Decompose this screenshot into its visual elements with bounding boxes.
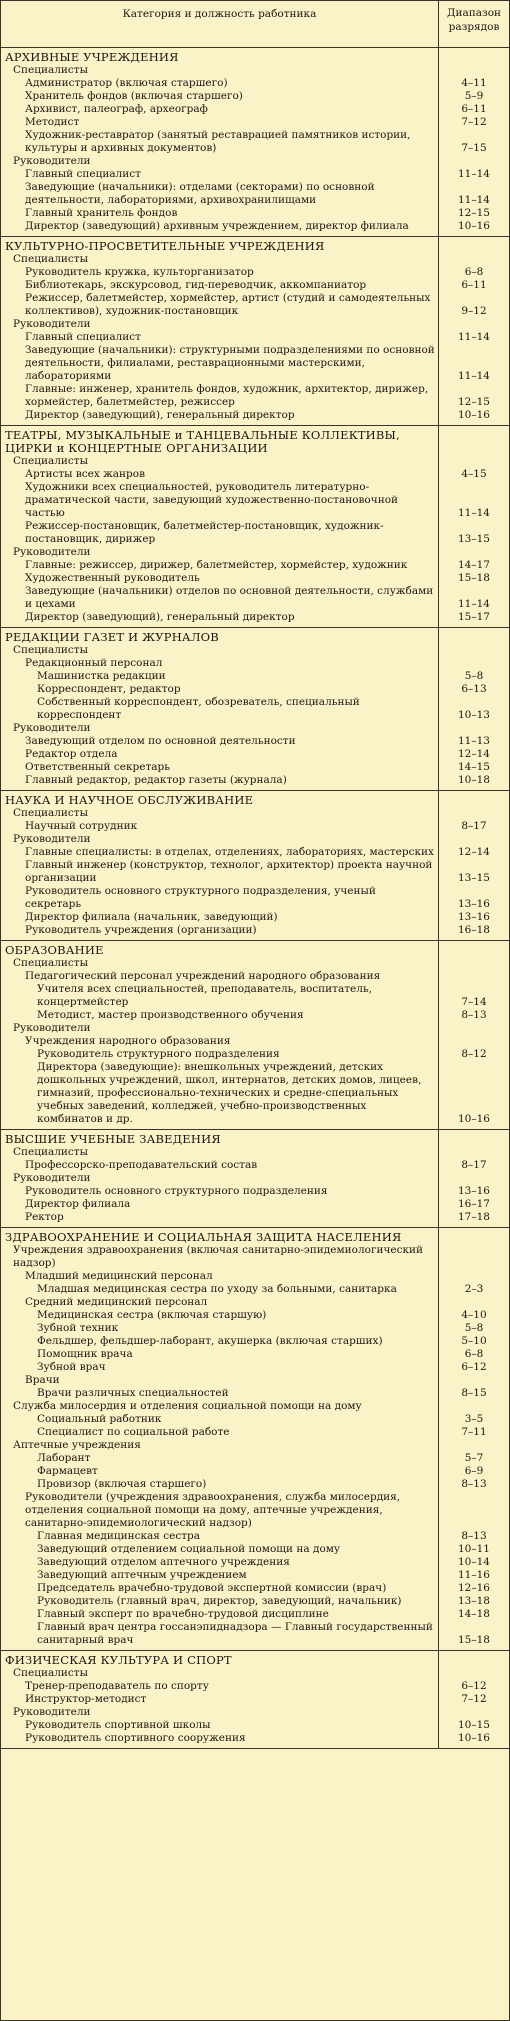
position-name: Главный хранитель фондов [25, 207, 178, 219]
grade-range: 11–14 [458, 331, 490, 343]
table-row [1, 1680, 509, 1693]
position-name: Руководители [13, 318, 91, 330]
table-row [1, 1621, 509, 1647]
grade-range: 7–15 [461, 142, 487, 154]
position-name: Аптечные учреждения [13, 1439, 141, 1451]
section-title: ФИЗИЧЕСКАЯ КУЛЬТУРА И СПОРТ [5, 1653, 232, 1667]
position-name: Помощник врача [37, 1348, 133, 1360]
table-row [1, 1159, 509, 1172]
table-row [1, 220, 509, 233]
position-name: Заведующие (начальники): отделами (секторами) по основной деятельности, лабораториями, архивохранилищами [25, 181, 375, 206]
section-title-row [1, 1654, 509, 1667]
table-section [1, 48, 509, 237]
position-name: Фармацевт [37, 1465, 98, 1477]
grade-range: 9–12 [461, 305, 487, 317]
grade-range: 13–16 [458, 911, 490, 923]
position-name: Специалисты [13, 455, 88, 467]
table-row [1, 1706, 509, 1719]
position-name: Руководители [13, 1172, 91, 1184]
position-name: Руководитель спортивного сооружения [25, 1732, 246, 1744]
table-row [1, 116, 509, 129]
table-row [1, 1491, 509, 1530]
table-row [1, 1348, 509, 1361]
position-name: Редакционный персонал [25, 657, 163, 669]
position-name: Специалисты [13, 253, 88, 265]
table-row [1, 253, 509, 266]
table-row [1, 657, 509, 670]
table-row [1, 644, 509, 657]
table-row [1, 129, 509, 155]
table-row [1, 64, 509, 77]
table-row [1, 735, 509, 748]
table-row [1, 924, 509, 937]
table-row [1, 1452, 509, 1465]
section-title: ОБРАЗОВАНИЕ [5, 943, 104, 957]
grade-range: 10–18 [458, 774, 490, 786]
grade-range: 6–8 [464, 266, 484, 278]
position-name: Директор (заведующий), генеральный директор [25, 611, 295, 623]
grade-range: 5–8 [464, 670, 484, 682]
table-row [1, 1322, 509, 1335]
grade-range: 14–18 [458, 1608, 490, 1620]
position-name: Медицинская сестра (включая старшую) [37, 1309, 267, 1321]
position-name: Режиссер-постановщик, балетмейстер-постановщик, художник-постановщик, дирижер [25, 520, 384, 545]
grade-range: 13–18 [458, 1595, 490, 1607]
grade-range: 13–15 [458, 872, 490, 884]
position-name: Главный специалист [25, 331, 141, 343]
grade-range: 5–10 [461, 1335, 487, 1347]
table-row [1, 611, 509, 624]
grade-range: 7–12 [461, 116, 487, 128]
grade-range: 14–15 [458, 761, 490, 773]
position-name: Специалисты [13, 1667, 88, 1679]
table-row [1, 1478, 509, 1491]
grade-range: 12–16 [458, 1582, 490, 1594]
position-name: Заведующий отделом аптечного учреждения [37, 1556, 290, 1568]
table-row [1, 957, 509, 970]
position-name: Руководители [13, 155, 91, 167]
position-name: Администратор (включая старшего) [25, 77, 228, 89]
grade-range: 8–15 [461, 1387, 487, 1399]
position-name: Педагогический персонал учреждений народного образования [25, 970, 381, 982]
category-column-header: Категория и должность работника [1, 1, 439, 47]
table-row [1, 1693, 509, 1706]
position-name: Специалисты [13, 807, 88, 819]
section-title: РЕДАКЦИИ ГАЗЕТ И ЖУРНАЛОВ [5, 630, 219, 644]
table-row [1, 1309, 509, 1322]
position-name: Заведующие (начальники): структурными подразделениями по основной деятельности, филиалами, реставрационными мастерскими, лабораториями [25, 344, 435, 382]
table-row [1, 748, 509, 761]
table-row [1, 181, 509, 207]
range-header-line1: Диапазон [446, 7, 502, 19]
table-row [1, 774, 509, 787]
section-title-row [1, 1231, 509, 1244]
position-name: Специалист по социальной работе [37, 1426, 230, 1438]
position-name: Руководитель структурного подразделения [37, 1048, 280, 1060]
position-name: Руководители [13, 722, 91, 734]
table-row [1, 807, 509, 820]
grade-range: 11–16 [458, 1569, 490, 1581]
table-row [1, 1582, 509, 1595]
position-name: Учителя всех специальностей, преподаватель, воспитатель, концертмейстер [37, 983, 372, 1008]
position-name: Руководители (учреждения здравоохранения, служба милосердия, отделения социальной помощи на дому, аптечные учреждения, санитарно-эпидемиологический надзор) [25, 1491, 401, 1529]
table-row [1, 559, 509, 572]
position-name: Главный врач центра госсанэпиднадзора — Главный государственный санитарный врач [37, 1621, 433, 1646]
table-row [1, 455, 509, 468]
table-row [1, 833, 509, 846]
position-name: Фельдшер, фельдшер-лаборант, акушерка (включая старших) [37, 1335, 383, 1347]
position-name: Руководители [13, 546, 91, 558]
position-name: Провизор (включая старшего) [37, 1478, 207, 1490]
table-section [1, 237, 509, 426]
table-row [1, 546, 509, 559]
table-row [1, 1374, 509, 1387]
position-name: Руководитель основного структурного подразделения [25, 1185, 328, 1197]
grade-range: 12–14 [458, 846, 490, 858]
grade-range: 16–18 [458, 924, 490, 936]
position-name: Главные специалисты: в отделах, отделениях, лабораториях, мастерских [25, 846, 434, 858]
position-name: Специалисты [13, 1146, 88, 1158]
position-name: Хранитель фондов (включая старшего) [25, 90, 243, 102]
section-title: АРХИВНЫЕ УЧРЕЖДЕНИЯ [5, 50, 179, 64]
table-row [1, 1244, 509, 1270]
table-row [1, 1595, 509, 1608]
position-name: Служба милосердия и отделения социальной помощи на дому [13, 1400, 362, 1412]
range-column-header [439, 1, 509, 47]
position-name: Профессорско-преподавательский состав [25, 1159, 258, 1171]
grade-range: 11–14 [458, 168, 490, 180]
grade-range: 13–16 [458, 898, 490, 910]
table-row [1, 1283, 509, 1296]
table-row [1, 1439, 509, 1452]
table-row [1, 1387, 509, 1400]
grade-range: 8–12 [461, 1048, 487, 1060]
position-name: Методист [25, 116, 80, 128]
table-row [1, 1667, 509, 1680]
grade-range: 11–14 [458, 194, 490, 206]
position-name: Главный специалист [25, 168, 141, 180]
position-name: Руководители [13, 833, 91, 845]
position-name: Инструктор-методист [25, 1693, 147, 1705]
grade-range: 12–15 [458, 207, 490, 219]
grade-range: 15–18 [458, 1634, 490, 1646]
position-name: Руководитель кружка, культорганизатор [25, 266, 254, 278]
table-row [1, 1270, 509, 1283]
position-name: Специалисты [13, 957, 88, 969]
table-section [1, 791, 509, 941]
position-name: Художественный руководитель [25, 572, 200, 584]
position-name: Ректор [25, 1211, 64, 1223]
table-row [1, 683, 509, 696]
table-row [1, 1608, 509, 1621]
grade-range: 5–8 [464, 1322, 484, 1334]
position-name: Главные: инженер, хранитель фондов, художник, архитектор, дирижер, хормейстер, балетмейстер, режиссер [25, 383, 429, 408]
table-row [1, 77, 509, 90]
table-row [1, 1400, 509, 1413]
grade-range: 2–3 [464, 1283, 484, 1295]
table-row [1, 481, 509, 520]
grade-range: 11–14 [458, 507, 490, 519]
table-row [1, 331, 509, 344]
grade-range: 13–15 [458, 533, 490, 545]
grade-range: 6–8 [464, 1348, 484, 1360]
position-name: Младшая медицинская сестра по уходу за больными, санитарка [37, 1283, 397, 1295]
position-name: Средний медицинский персонал [25, 1296, 208, 1308]
section-title-row [1, 429, 509, 455]
grade-range: 6–12 [461, 1680, 487, 1692]
grade-range: 6–11 [461, 103, 487, 115]
grade-range: 10–14 [458, 1556, 490, 1568]
position-name: Врачи различных специальностей [37, 1387, 229, 1399]
grade-range: 10–13 [458, 709, 490, 721]
grade-range: 11–14 [458, 598, 490, 610]
table-row [1, 820, 509, 833]
position-name: Директора (заведующие): внешкольных учреждений, детских дошкольных учреждений, школ, интернатов, детских домов, лицеев, гимназий, профессионально-технических и средне-специальных учебных заведений, колледжей, учебно-производственных комбинатов и др. [37, 1061, 422, 1125]
table-row [1, 279, 509, 292]
table-row [1, 1426, 509, 1439]
grade-range: 12–14 [458, 748, 490, 760]
grade-range: 8–13 [461, 1478, 487, 1490]
position-name: Заведующий отделением социальной помощи на дому [37, 1543, 341, 1555]
table-row [1, 1543, 509, 1556]
section-title-row [1, 51, 509, 64]
table-row [1, 761, 509, 774]
table-row [1, 1361, 509, 1374]
table-row [1, 1335, 509, 1348]
grade-range: 10–16 [458, 220, 490, 232]
grade-range: 14–17 [458, 559, 490, 571]
table-row [1, 266, 509, 279]
position-name: Специалисты [13, 64, 88, 76]
position-name: Руководитель учреждения (организации) [25, 924, 257, 936]
grade-range: 13–16 [458, 1185, 490, 1197]
table-row [1, 1198, 509, 1211]
table-row [1, 1048, 509, 1061]
position-name: Заведующий отделом по основной деятельности [25, 735, 296, 747]
grade-range: 7–12 [461, 1693, 487, 1705]
table-row [1, 1719, 509, 1732]
grade-range: 8–17 [461, 1159, 487, 1171]
position-name: Главные: режиссер, дирижер, балетмейстер, хормейстер, художник [25, 559, 408, 571]
table-row [1, 1732, 509, 1745]
section-title: ВЫСШИЕ УЧЕБНЫЕ ЗАВЕДЕНИЯ [5, 1132, 221, 1146]
table-row [1, 670, 509, 683]
position-name: Специалисты [13, 644, 88, 656]
position-name: Руководитель (главный врач, директор, заведующий, начальник) [37, 1595, 402, 1607]
section-title-row [1, 240, 509, 253]
position-name: Руководитель спортивной школы [25, 1719, 211, 1731]
table-section [1, 941, 509, 1130]
position-name: Директор (заведующий), генеральный директор [25, 409, 295, 421]
table-row [1, 90, 509, 103]
table-row [1, 885, 509, 911]
table-row [1, 468, 509, 481]
grade-range: 11–13 [458, 735, 490, 747]
position-name: Лаборант [37, 1452, 91, 1464]
position-name: Художники всех специальностей, руководитель литературно-драматической части, заведующий художественно-постановочной частью [25, 481, 399, 519]
grade-range: 6–9 [464, 1465, 484, 1477]
table-row [1, 1009, 509, 1022]
grade-range: 5–9 [464, 90, 484, 102]
table-row [1, 1022, 509, 1035]
table-section [1, 1228, 509, 1651]
grade-range: 4–15 [461, 468, 487, 480]
section-title: НАУКА И НАУЧНОЕ ОБСЛУЖИВАНИЕ [5, 793, 254, 807]
table-row [1, 846, 509, 859]
table-row [1, 1146, 509, 1159]
table-section [1, 1130, 509, 1228]
table-section [1, 1651, 509, 1749]
grade-range: 3–5 [464, 1413, 484, 1425]
range-header-line2: разрядов [448, 21, 500, 33]
position-name: Учреждения здравоохранения (включая санитарно-эпидемиологический надзор) [13, 1244, 424, 1269]
table-row [1, 859, 509, 885]
position-name: Руководитель основного структурного подразделения, ученый секретарь [25, 885, 376, 910]
table-row [1, 983, 509, 1009]
grade-range: 10–16 [458, 409, 490, 421]
grade-range: 8–17 [461, 820, 487, 832]
section-title-row [1, 631, 509, 644]
table-row [1, 292, 509, 318]
table-row [1, 696, 509, 722]
grade-range: 5–7 [464, 1452, 484, 1464]
table-row [1, 1185, 509, 1198]
table-row [1, 520, 509, 546]
position-name: Главная медицинская сестра [37, 1530, 201, 1542]
table-row [1, 168, 509, 181]
table-row [1, 207, 509, 220]
grade-range: 8–13 [461, 1009, 487, 1021]
position-name: Учреждения народного образования [25, 1035, 231, 1047]
section-title: ТЕАТРЫ, МУЗЫКАЛЬНЫЕ и ТАНЦЕВАЛЬНЫЕ КОЛЛЕКТИВЫ, ЦИРКИ и КОНЦЕРТНЫЕ ОРГАНИЗАЦИИ [5, 428, 400, 455]
position-name: Редактор отдела [25, 748, 118, 760]
position-name: Руководители [13, 1022, 91, 1034]
section-title: ЗДРАВООХРАНЕНИЕ И СОЦИАЛЬНАЯ ЗАЩИТА НАСЕЛЕНИЯ [5, 1230, 402, 1244]
position-name: Библиотекарь, экскурсовод, гид-переводчик, аккомпаниатор [25, 279, 367, 291]
table-row [1, 1172, 509, 1185]
grade-range: 10–16 [458, 1732, 490, 1744]
grade-range: 10–11 [458, 1543, 490, 1555]
grade-range: 4–11 [461, 77, 487, 89]
table-row [1, 1211, 509, 1224]
position-name: Врачи [25, 1374, 60, 1386]
grade-range: 11–14 [458, 370, 490, 382]
position-name: Председатель врачебно-трудовой экспертной комиссии (врач) [37, 1582, 387, 1594]
table-row [1, 1035, 509, 1048]
grade-range: 15–17 [458, 611, 490, 623]
position-name: Директор филиала [25, 1198, 131, 1210]
grade-range: 15–18 [458, 572, 490, 584]
table-row [1, 1530, 509, 1543]
position-name: Методист, мастер производственного обучения [37, 1009, 304, 1021]
section-title: КУЛЬТУРНО-ПРОСВЕТИТЕЛЬНЫЕ УЧРЕЖДЕНИЯ [5, 239, 325, 253]
table-section [1, 628, 509, 791]
section-title-row [1, 794, 509, 807]
table-row [1, 344, 509, 383]
position-name: Главный эксперт по врачебно-трудовой дисциплине [37, 1608, 329, 1620]
position-name: Тренер-преподаватель по спорту [25, 1680, 209, 1692]
position-name: Ответственный секретарь [25, 761, 170, 773]
table-body [1, 48, 509, 1749]
position-name: Директор филиала (начальник, заведующий) [25, 911, 278, 923]
table-row [1, 383, 509, 409]
table-row [1, 1296, 509, 1309]
position-name: Заведующие (начальники) отделов по основной деятельности, службами и цехами [25, 585, 434, 610]
position-name: Корреспондент, редактор [37, 683, 181, 695]
grade-range: 7–14 [461, 996, 487, 1008]
position-name: Машинистка редакции [37, 670, 166, 682]
table-row [1, 911, 509, 924]
position-name: Архивист, палеограф, археограф [25, 103, 208, 115]
section-title-row [1, 944, 509, 957]
grade-range: 4–10 [461, 1309, 487, 1321]
section-title-row [1, 1133, 509, 1146]
table-row [1, 103, 509, 116]
grade-range: 8–13 [461, 1530, 487, 1542]
position-name: Социальный работник [37, 1413, 162, 1425]
table-row [1, 722, 509, 735]
table-row [1, 1061, 509, 1126]
position-name: Научный сотрудник [25, 820, 138, 832]
position-name: Главный инженер (конструктор, технолог, архитектор) проекта научной организации [25, 859, 433, 884]
position-name: Художник-реставратор (занятый реставрацией памятников истории, культуры и архивных документов) [25, 129, 411, 154]
table-row [1, 572, 509, 585]
table-row [1, 1413, 509, 1426]
table-row [1, 1556, 509, 1569]
grade-range: 7–11 [461, 1426, 487, 1438]
position-name: Зубной врач [37, 1361, 106, 1373]
table-row [1, 409, 509, 422]
table-row [1, 585, 509, 611]
position-name: Заведующий аптечным учреждением [37, 1569, 247, 1581]
grade-range: 10–16 [458, 1113, 490, 1125]
table-row [1, 1569, 509, 1582]
table-section [1, 426, 509, 628]
table-row [1, 155, 509, 168]
table-header [1, 1, 509, 48]
grade-range: 6–11 [461, 279, 487, 291]
position-name: Артисты всех жанров [25, 468, 146, 480]
position-name: Младший медицинский персонал [25, 1270, 213, 1282]
position-name: Зубной техник [37, 1322, 119, 1334]
table-row [1, 1465, 509, 1478]
table-row [1, 318, 509, 331]
grade-range: 10–15 [458, 1719, 490, 1731]
grade-range: 16–17 [458, 1198, 490, 1210]
position-name: Главный редактор, редактор газеты (журнала) [25, 774, 287, 786]
position-name: Собственный корреспондент, обозреватель, специальный корреспондент [37, 696, 360, 721]
table-row [1, 970, 509, 983]
grade-range: 17–18 [458, 1211, 490, 1223]
grade-range: 6–12 [461, 1361, 487, 1373]
position-name: Режиссер, балетмейстер, хормейстер, артист (студий и самодеятельных коллективов), художник-постановщик [25, 292, 431, 317]
grade-range: 6–13 [461, 683, 487, 695]
position-name: Директор (заведующий) архивным учреждением, директор филиала [25, 220, 409, 232]
grade-range: 12–15 [458, 396, 490, 408]
position-name: Руководители [13, 1706, 91, 1718]
